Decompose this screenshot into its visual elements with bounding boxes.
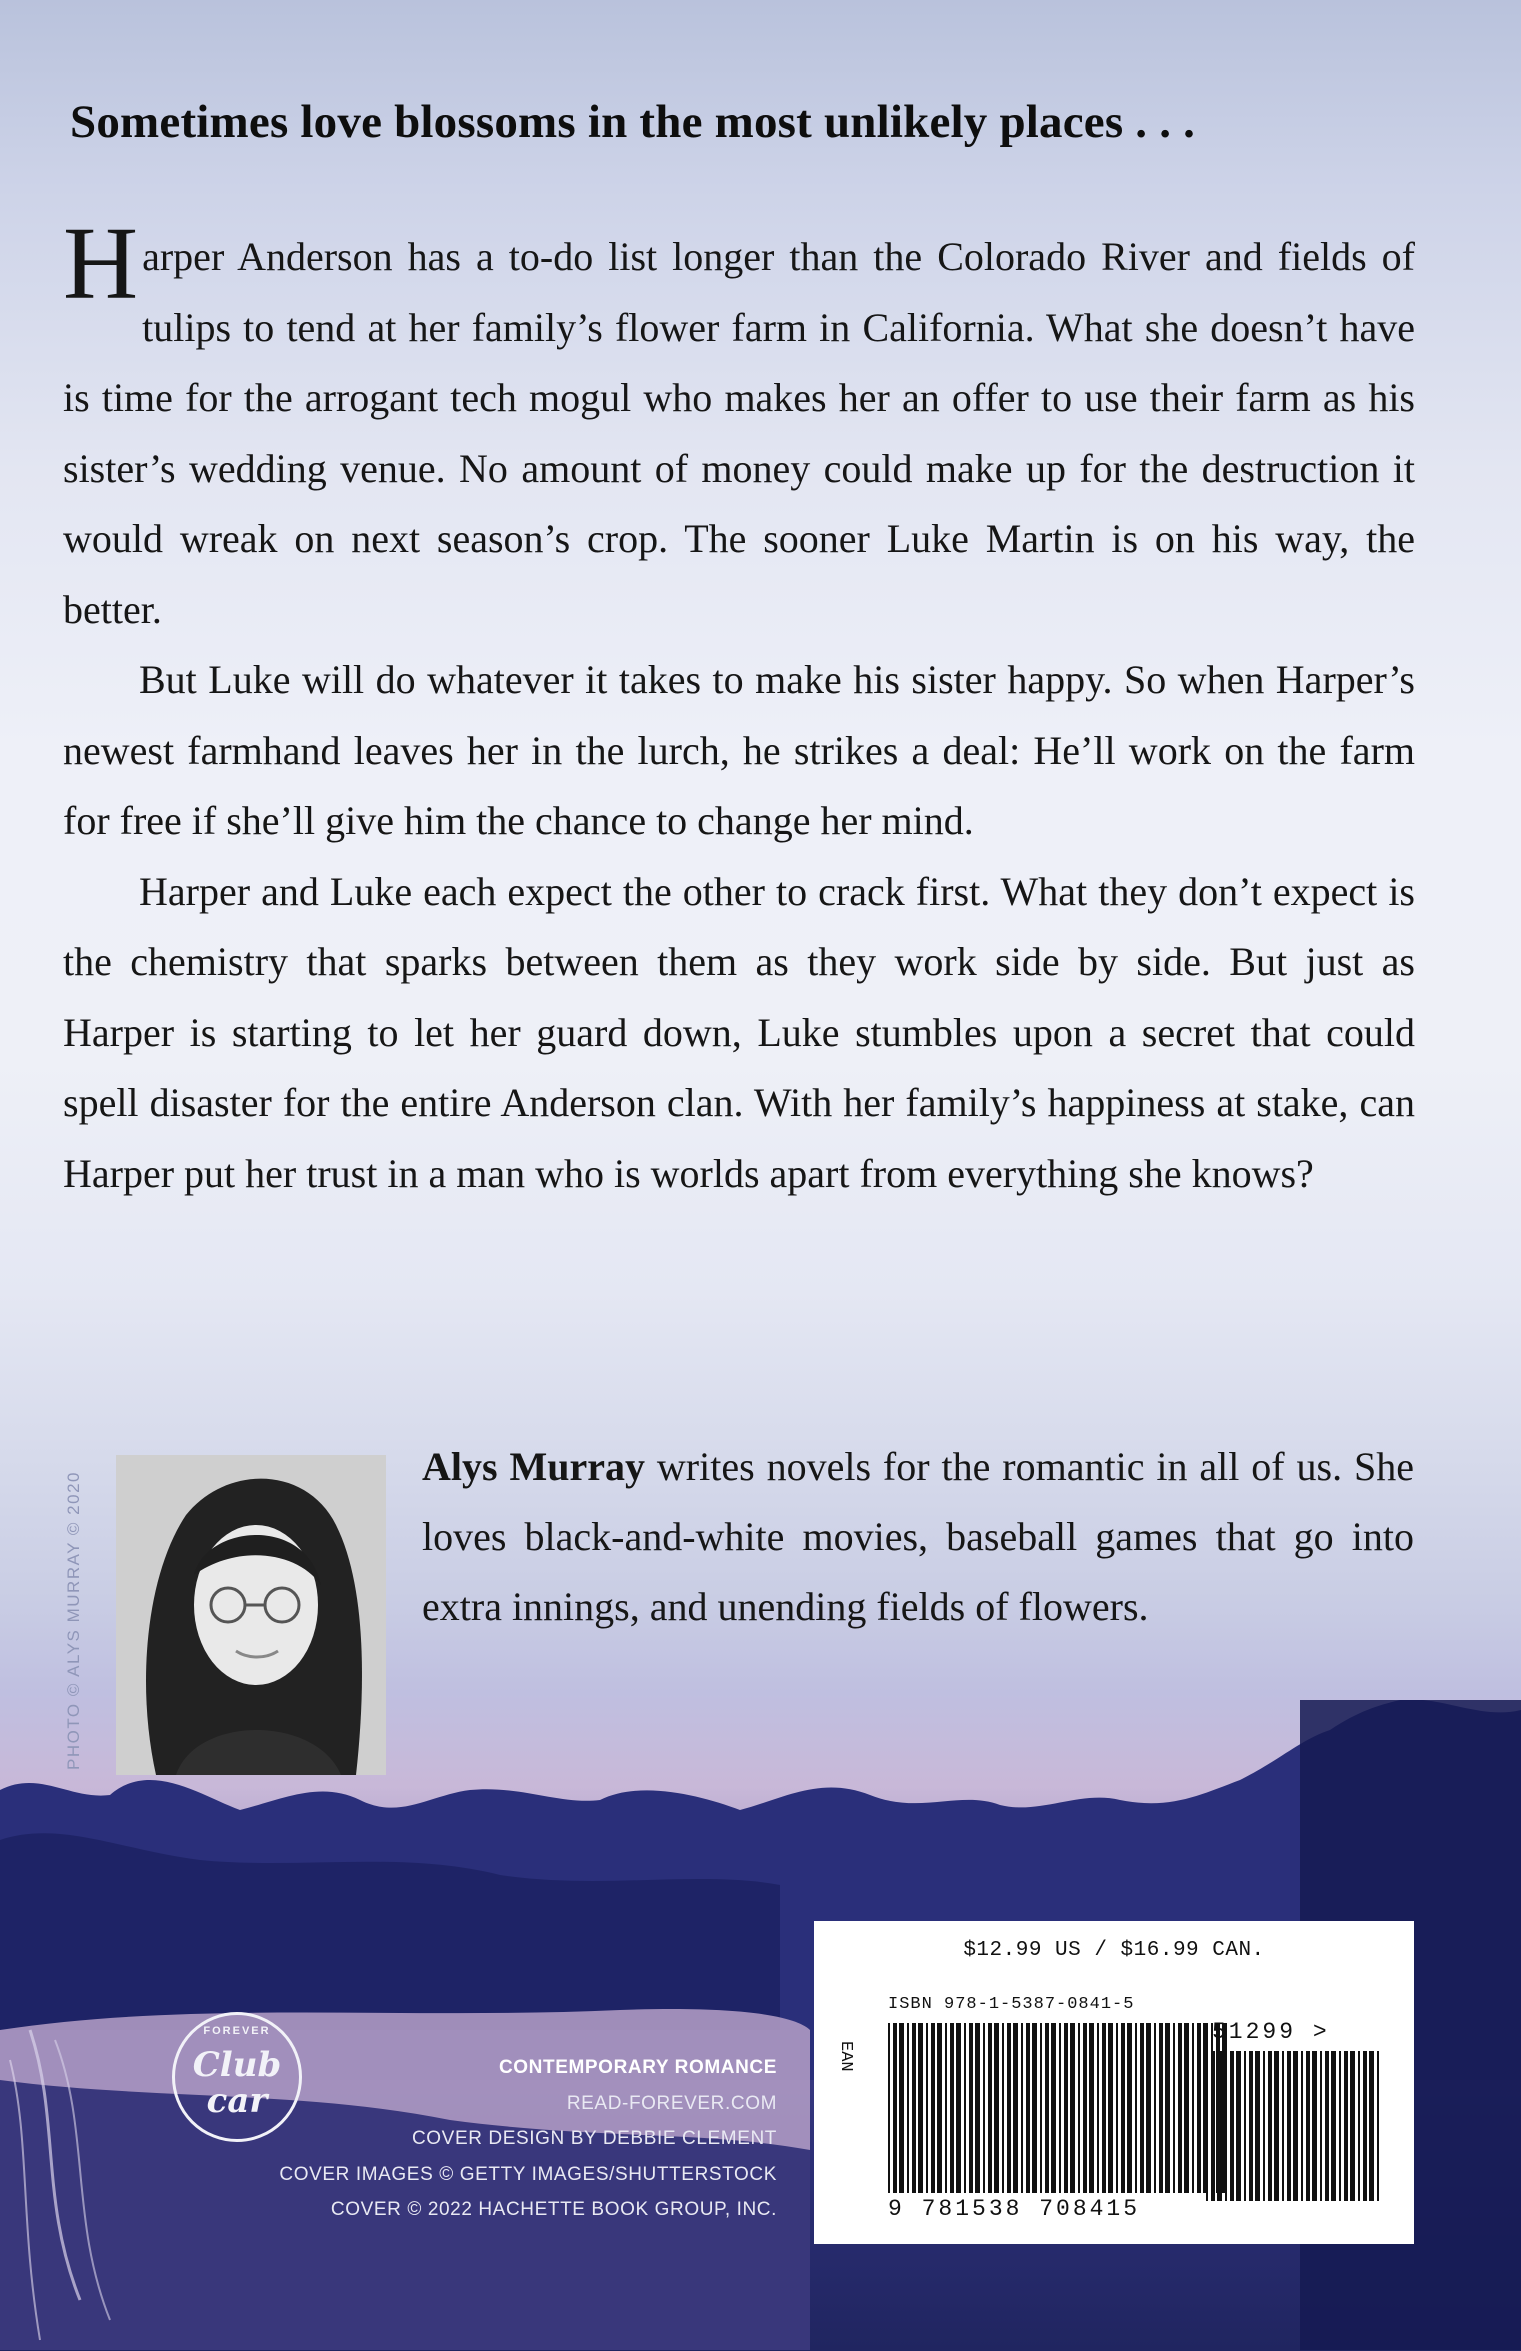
barcode-bar [1320, 2051, 1322, 2201]
cover-design-credit: COVER DESIGN BY DEBBIE CLEMENT [411, 2128, 777, 2149]
club-car-logo-top: FOREVER [203, 2025, 271, 2037]
author-bio-text: writes novels for the romantic in all of us. She loves black-and-white movies, baseball games that go into extra innings, and unending fields of flowers. [422, 1444, 1415, 1629]
barcode-bar [945, 2023, 947, 2193]
author-bio [422, 1432, 1414, 1642]
barcode-bar [964, 2023, 966, 2193]
barcode-bar [1244, 2051, 1246, 2201]
barcode-bar [1344, 2051, 1348, 2201]
ean-label [834, 2041, 855, 2080]
barcode-bar [931, 2023, 935, 2193]
publisher-credits [200, 2050, 777, 2228]
barcode-bar [1339, 2051, 1341, 2201]
isbn-label: ISBN 978-1-5387-0841-5 [888, 1995, 1135, 2014]
barcode-bar [1363, 2051, 1367, 2201]
barcode-bar [1178, 2023, 1182, 2193]
barcode-bar [1140, 2023, 1144, 2193]
barcode-bar [1007, 2023, 1011, 2193]
barcode-bar [918, 2023, 923, 2193]
barcode-bar [1312, 2051, 1317, 2201]
barcode-bar [1059, 2023, 1061, 2193]
author-photo [116, 1455, 386, 1775]
price-addon-barcode [1206, 2051, 1381, 2201]
barcode-bar [1040, 2023, 1042, 2193]
barcode-bar [994, 2023, 999, 2193]
barcode-bar [988, 2023, 992, 2193]
club-car-logo-word2: car [206, 2081, 268, 2121]
barcode-bar [907, 2023, 909, 2193]
barcode-bar [975, 2023, 980, 2193]
barcode-bar [1089, 2023, 1094, 2193]
barcode-bar [1121, 2023, 1125, 2193]
barcode-bar [983, 2023, 985, 2193]
blurb-paragraph-2: But Luke will do whatever it takes to make his sister happy. So when Harper’s newest farmhand leaves her in the lurch, he strikes a deal: He’ll work on the farm for free if she’ll give him the chance to change her mind. [63, 657, 1415, 843]
barcode-bar [1331, 2051, 1336, 2201]
cover-images-credit: COVER IMAGES © GETTY IMAGES/SHUTTERSTOCK [279, 2163, 777, 2185]
barcode-bar [1358, 2051, 1360, 2201]
barcode-bar [899, 2023, 904, 2193]
barcode-bar [1306, 2051, 1310, 2201]
barcode-bar [1197, 2023, 1201, 2193]
barcode-bar [1045, 2023, 1049, 2193]
barcode-digits: 9 781538 708415 [888, 2196, 1141, 2222]
barcode-bar [1064, 2023, 1068, 2193]
barcode-bar [1369, 2051, 1374, 2201]
barcode-bar [1026, 2023, 1030, 2193]
tagline: Sometimes love blossoms in the most unlikely places . . . [70, 96, 1196, 148]
barcode-bar [1225, 2051, 1227, 2201]
blurb-paragraph-1 [63, 206, 1415, 645]
photo-credit: PHOTO © ALYS MURRAY © 2020 [64, 1471, 83, 1770]
barcode-bar [1325, 2051, 1329, 2201]
barcode-bar [1236, 2051, 1241, 2201]
club-car-logo-word1: Club [192, 2045, 282, 2085]
price-label: $12.99 US / $16.99 CAN. [963, 1939, 1265, 1962]
barcode-bar [1274, 2051, 1279, 2201]
barcode-bar [1021, 2023, 1023, 2193]
barcode-bar [1263, 2051, 1265, 2201]
barcode-bar [1173, 2023, 1175, 2193]
barcode-bar [1159, 2023, 1163, 2193]
blurb-paragraph-3: Harper and Luke each expect the other to crack first. What they don’t expect is the chemistry that sparks between them as they work side by side. But just as Harper is starting to let her guard down, Luke stumbles upon a secret that could spell disaster for the entire Anderson clan. With her family’s happiness at stake, can Harper put her trust in a man who is worlds apart from everything she knows? [63, 868, 1415, 1196]
barcode-bar [1032, 2023, 1037, 2193]
book-description [63, 206, 1415, 1209]
barcode-panel [814, 1921, 1414, 2244]
barcode-bar [1217, 2051, 1222, 2201]
barcode-bar [1070, 2023, 1075, 2193]
barcode-bar [926, 2023, 928, 2193]
barcode-bar [1097, 2023, 1099, 2193]
addon-digits: 51299 > [1212, 2019, 1330, 2045]
barcode-bar [1206, 2051, 1208, 2201]
barcode-bar [1282, 2051, 1284, 2201]
barcode-bar [912, 2023, 916, 2193]
author-name: Alys Murray [422, 1444, 645, 1489]
barcode-bar [937, 2023, 942, 2193]
barcode-bar [1255, 2051, 1260, 2201]
barcode-bar [1268, 2051, 1272, 2201]
isbn-barcode [888, 2023, 1228, 2193]
barcode-bar [1078, 2023, 1080, 2193]
drop-cap: H [63, 206, 139, 321]
barcode-bar [1013, 2023, 1018, 2193]
ean-text: EAN [836, 2041, 855, 2072]
blurb-paragraph-1-text: arper Anderson has a to-do list longer than the Colorado River and fields of tulips to tend at her family’s flower farm in California. What she doesn’t have is time for the arrogant tech mogul who makes her an offer to use their farm as his sister’s wedding venue. No amount of money could make up for the destruction it would wreak on next season’s crop. The sooner Luke Martin is on his way, the better. [63, 234, 1415, 632]
barcode-bar [956, 2023, 961, 2193]
barcode-bar [1301, 2051, 1303, 2201]
barcode-bar [1192, 2023, 1194, 2193]
barcode-bar [1377, 2051, 1379, 2201]
barcode-bar [1165, 2023, 1170, 2193]
barcode-bar [1108, 2023, 1113, 2193]
genre-label: CONTEMPORARY ROMANCE [498, 2057, 777, 2078]
barcode-bar [1102, 2023, 1106, 2193]
barcode-bar [1002, 2023, 1004, 2193]
barcode-bar [1230, 2051, 1234, 2201]
barcode-bar [950, 2023, 954, 2193]
barcode-bar [1116, 2023, 1118, 2193]
barcode-bar [1287, 2051, 1291, 2201]
barcode-bar [1249, 2051, 1253, 2201]
barcode-bar [888, 2023, 890, 2193]
barcode-bar [969, 2023, 973, 2193]
barcode-bar [1293, 2051, 1298, 2201]
publisher-website: READ-FOREVER.COM [566, 2092, 777, 2114]
author-portrait-image [116, 1455, 386, 1775]
barcode-bar [1135, 2023, 1137, 2193]
barcode-bar [1154, 2023, 1156, 2193]
barcode-bar [1211, 2051, 1215, 2201]
barcode-bar [1083, 2023, 1087, 2193]
barcode-bar [1184, 2023, 1189, 2193]
copyright-notice: COVER © 2022 HACHETTE BOOK GROUP, INC. [330, 2199, 777, 2220]
barcode-bar [893, 2023, 897, 2193]
barcode-bar [1127, 2023, 1132, 2193]
barcode-bar [1350, 2051, 1355, 2201]
barcode-bar [1051, 2023, 1056, 2193]
barcode-bar [1146, 2023, 1151, 2193]
